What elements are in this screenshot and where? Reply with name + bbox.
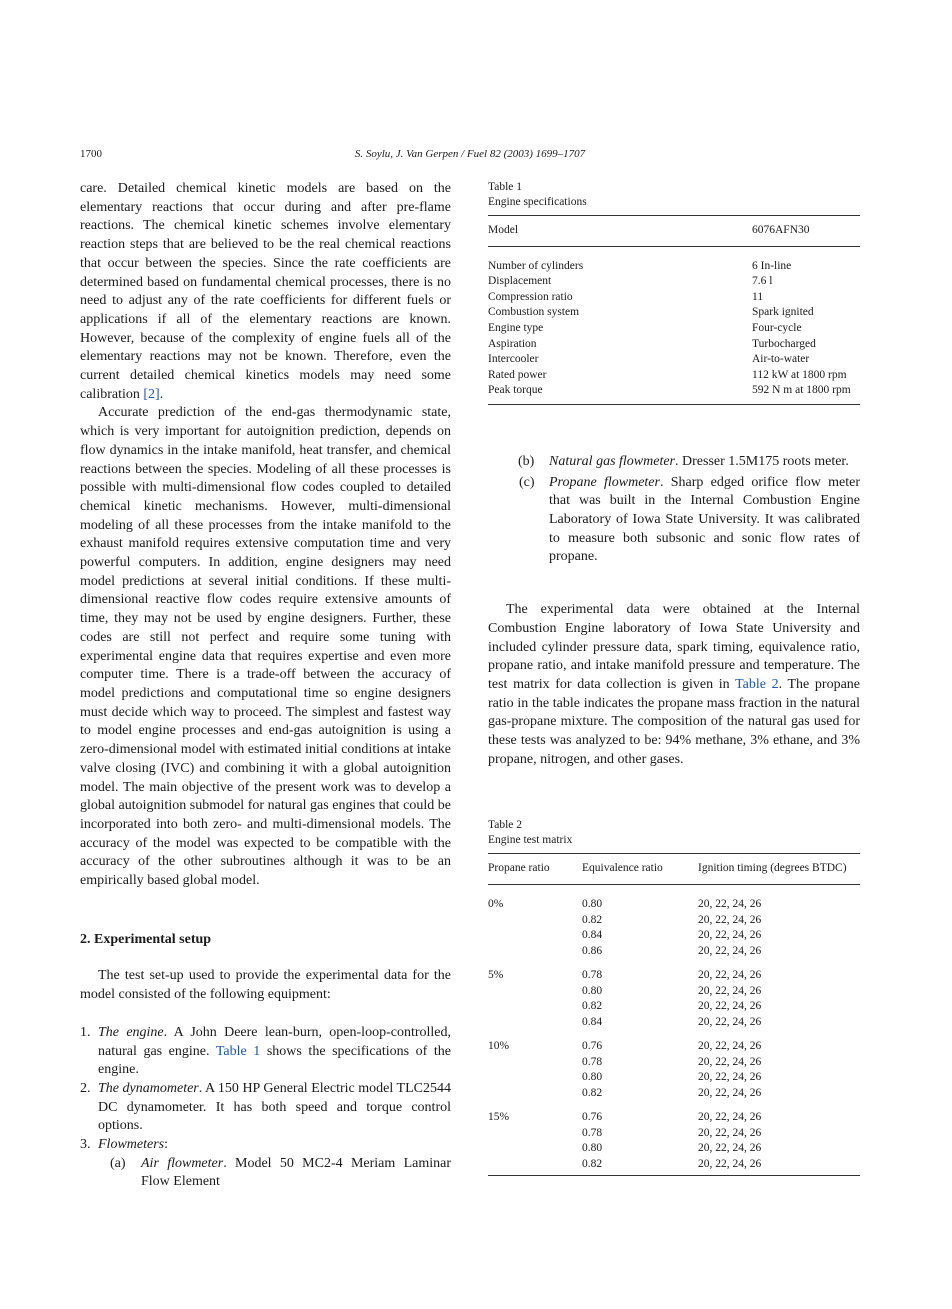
table-1 xyxy=(488,180,860,405)
table-row xyxy=(488,928,860,944)
flowmeter-sublist-bc xyxy=(488,453,860,567)
equivalence-ratio-cell: 0.82 xyxy=(582,913,603,926)
ignition-timing-cell: 20, 22, 24, 26 xyxy=(698,898,762,911)
list-item: (c) Propane flowmeter. Sharp edged orifice flow meter that was built in the Internal Combustion Engine Laboratory of Iowa State University. It was calibrated to measure both subsonic and sonic flow rates of propane. xyxy=(519,474,861,565)
table-1-caption: Table 1 xyxy=(488,181,523,193)
table-group xyxy=(488,1110,860,1172)
equivalence-ratio-cell: 0.80 xyxy=(582,1142,603,1155)
table-row xyxy=(488,1110,860,1126)
table-row xyxy=(488,321,860,337)
paragraph-1: care. Detailed chemical kinetic models are based on the elementary reactions that occur during and after pre-flame reactions. The chemical kinetic schemes involve elementary reaction steps that are believed to be the real chemical reactions that occur between the species. Since the rate coefficients are determined based on fundamental chemical processes, there is no need to adjust any of the rate coefficients for different fuels or applications if all of the elementary reactions are known. However, because of the complexity of engine fuels all of the elementary reactions may not be known. Therefore, even the current detailed chemical kinetics models may need some calibration [2]. xyxy=(80,181,451,402)
table-row xyxy=(488,984,860,1000)
table-row xyxy=(488,1086,860,1102)
paragraph-2: Accurate prediction of the end-gas thermodynamic state, which is very important for autoignition prediction, depends on flow dynamics in the intake manifold, heat transfer, and chemical reactions between the species. Modeling of all these processes is possible with multi-dimensional flow codes coupled to detailed chemical kinetic mechanisms. However, multi-dimensional modeling of all these processes from the intake manifold to the exhaust manifold requires extensive computation time and very powerful computers. In addition, engine designers may need model predictions at several initial conditions. If these multi-dimensional reactive flow codes require extensive amounts of time, they may not be used by engine designers. Further, these codes are still not perfect and require some tuning with experimental engine data that requires expertise and even more computer time. There is a trade-off between the accuracy of model predictions and computational time so engine designers must decide which way to proceed. The simplest and fastest way to model engine processes and end-gas autoignition is using a zero-dimensional model with estimated initial conditions at intake valve closing (IVC) and combining it with a global autoignition model. The main objective of the present work was to develop a global autoignition submodel for natural gas engines that could be incorporated into both zero- and multi-dimensional models. The accuracy of the model was expected to be compatible with the accuracy of the other subroutines although it was to be an empirically based global model. xyxy=(80,405,451,889)
list-item: (b) Natural gas flowmeter. Dresser 1.5M175 roots meter. xyxy=(518,453,849,469)
ignition-timing-cell: 20, 22, 24, 26 xyxy=(698,1110,762,1123)
table-2-header: Propane ratio Equivalence ratio Ignition timing (degrees BTDC) xyxy=(488,862,847,875)
ignition-timing-cell: 20, 22, 24, 26 xyxy=(698,913,762,926)
page-number: 1700 xyxy=(80,148,102,160)
table-row xyxy=(488,897,860,913)
left-column xyxy=(80,180,451,1192)
table-2-caption: Table 2 xyxy=(488,819,523,832)
spec-value: Turbocharged xyxy=(752,337,816,350)
table-1-title: Engine specifications xyxy=(488,196,587,208)
propane-ratio-cell: 15% xyxy=(488,1110,510,1123)
section-heading: 2. Experimental setup xyxy=(80,931,212,947)
running-head xyxy=(80,148,860,164)
table-row xyxy=(488,1141,860,1157)
table-1-link[interactable]: Table 1 xyxy=(215,1043,261,1059)
ignition-timing-cell: 20, 22, 24, 26 xyxy=(698,929,762,942)
table-2 xyxy=(488,818,860,1176)
equipment-list xyxy=(80,1024,451,1155)
paragraph-4: The experimental data were obtained at the Internal Combustion Engine laboratory of Iowa State University and included cylinder pressure data, spark timing, equivalence ratio, propane ratio, and intake manifold pressure and temperature. The test matrix for data collection is given in Table 2. The propane ratio in the table indicates the propane mass fraction in the natural gas-propane mixture. The composition of the natural gas used for these tests was analyzed to be: 94% methane, 3% ethane, and 3% propane, nitrogen, and other gases. xyxy=(488,602,860,767)
table-row xyxy=(488,999,860,1015)
equivalence-ratio-cell: 0.80 xyxy=(582,984,603,997)
ignition-timing-cell: 20, 22, 24, 26 xyxy=(698,1126,762,1139)
spec-label: Peak torque xyxy=(488,384,543,397)
spec-value: 112 kW at 1800 rpm xyxy=(752,368,847,381)
table-1-body xyxy=(488,259,860,399)
table-2-link[interactable]: Table 2 xyxy=(735,676,779,692)
table-row xyxy=(488,944,860,960)
table-group xyxy=(488,1039,860,1101)
spec-value: Air-to-water xyxy=(752,353,810,366)
table-row xyxy=(488,352,860,368)
list-item: 2. The dynamometer. A 150 HP General Electric model TLC2544 DC dynamometer. It has both speed and torque control options. xyxy=(80,1080,452,1134)
equivalence-ratio-cell: 0.78 xyxy=(582,1126,603,1139)
spec-value: 11 xyxy=(752,290,764,303)
table-row xyxy=(488,337,860,353)
spec-label: Intercooler xyxy=(488,353,539,366)
spec-label: Aspiration xyxy=(488,337,537,350)
table-row xyxy=(488,1015,860,1031)
flowmeter-sublist-a xyxy=(80,1155,451,1192)
spec-value: Spark ignited xyxy=(752,306,814,319)
equivalence-ratio-cell: 0.78 xyxy=(582,969,603,982)
table-row xyxy=(488,1126,860,1142)
list-item: 1. The engine. A John Deere lean-burn, open-loop-controlled, natural gas engine. Table 1 shows the specifications of the engine. xyxy=(80,1024,451,1078)
table-row xyxy=(488,290,860,306)
equivalence-ratio-cell: 0.84 xyxy=(582,929,603,942)
table-row xyxy=(488,383,860,399)
table-row xyxy=(488,274,860,290)
ignition-timing-cell: 20, 22, 24, 26 xyxy=(698,1086,762,1099)
paragraph-3: The test set-up used to provide the experimental data for the model consisted of the following equipment: xyxy=(80,968,451,1003)
ignition-timing-cell: 20, 22, 24, 26 xyxy=(698,969,762,982)
table-row xyxy=(488,305,860,321)
ignition-timing-cell: 20, 22, 24, 26 xyxy=(698,1000,762,1013)
table-row xyxy=(488,1157,860,1173)
table-group xyxy=(488,897,860,959)
table-row xyxy=(488,368,860,384)
propane-ratio-cell: 0% xyxy=(488,898,504,911)
equivalence-ratio-cell: 0.84 xyxy=(582,1015,603,1028)
table-group xyxy=(488,968,860,1030)
table-1-grid: Model 6076AFN30 xyxy=(488,224,810,236)
list-item: (a) Air flowmeter. Model 50 MC2-4 Meriam Laminar Flow Element xyxy=(110,1155,451,1190)
right-column xyxy=(488,180,860,1176)
equivalence-ratio-cell: 0.80 xyxy=(582,898,603,911)
journal-citation: S. Soylu, J. Van Gerpen / Fuel 82 (2003) 1699–1707 xyxy=(354,148,586,160)
ignition-timing-cell: 20, 22, 24, 26 xyxy=(698,1157,762,1170)
spec-label: Rated power xyxy=(488,368,547,381)
equivalence-ratio-cell: 0.78 xyxy=(582,1055,603,1068)
ignition-timing-cell: 20, 22, 24, 26 xyxy=(698,1040,762,1053)
propane-ratio-cell: 10% xyxy=(488,1040,510,1053)
table-2-body xyxy=(488,897,860,1172)
spec-value: 6 In-line xyxy=(752,259,792,272)
spec-label: Combustion system xyxy=(488,306,580,319)
table-row xyxy=(488,259,860,275)
propane-ratio-cell: 5% xyxy=(488,969,504,982)
equivalence-ratio-cell: 0.76 xyxy=(582,1110,603,1123)
spec-label: Compression ratio xyxy=(488,290,573,303)
ignition-timing-cell: 20, 22, 24, 26 xyxy=(698,1055,762,1068)
spec-value: 7.6 l xyxy=(752,275,773,288)
spec-label: Number of cylinders xyxy=(488,259,584,272)
ignition-timing-cell: 20, 22, 24, 26 xyxy=(698,944,762,957)
table-row xyxy=(488,913,860,929)
table-row xyxy=(488,968,860,984)
ignition-timing-cell: 20, 22, 24, 26 xyxy=(698,1015,762,1028)
spec-label: Displacement xyxy=(488,275,552,288)
list-item: 3. Flowmeters: xyxy=(80,1137,168,1153)
ignition-timing-cell: 20, 22, 24, 26 xyxy=(698,1142,762,1155)
spec-value: 592 N m at 1800 rpm xyxy=(752,384,851,397)
equivalence-ratio-cell: 0.76 xyxy=(582,1040,603,1053)
table-row xyxy=(488,1055,860,1071)
reference-link-2[interactable]: [2] xyxy=(143,386,160,402)
spec-value: Four-cycle xyxy=(752,321,802,334)
equivalence-ratio-cell: 0.86 xyxy=(582,944,603,957)
table-2-title: Engine test matrix xyxy=(488,834,573,847)
equivalence-ratio-cell: 0.82 xyxy=(582,1000,603,1013)
equivalence-ratio-cell: 0.82 xyxy=(582,1086,603,1099)
table-row xyxy=(488,1039,860,1055)
equivalence-ratio-cell: 0.80 xyxy=(582,1071,603,1084)
table-row xyxy=(488,1070,860,1086)
ignition-timing-cell: 20, 22, 24, 26 xyxy=(698,1071,762,1084)
equivalence-ratio-cell: 0.82 xyxy=(582,1157,603,1170)
ignition-timing-cell: 20, 22, 24, 26 xyxy=(698,984,762,997)
spec-label: Engine type xyxy=(488,321,544,334)
